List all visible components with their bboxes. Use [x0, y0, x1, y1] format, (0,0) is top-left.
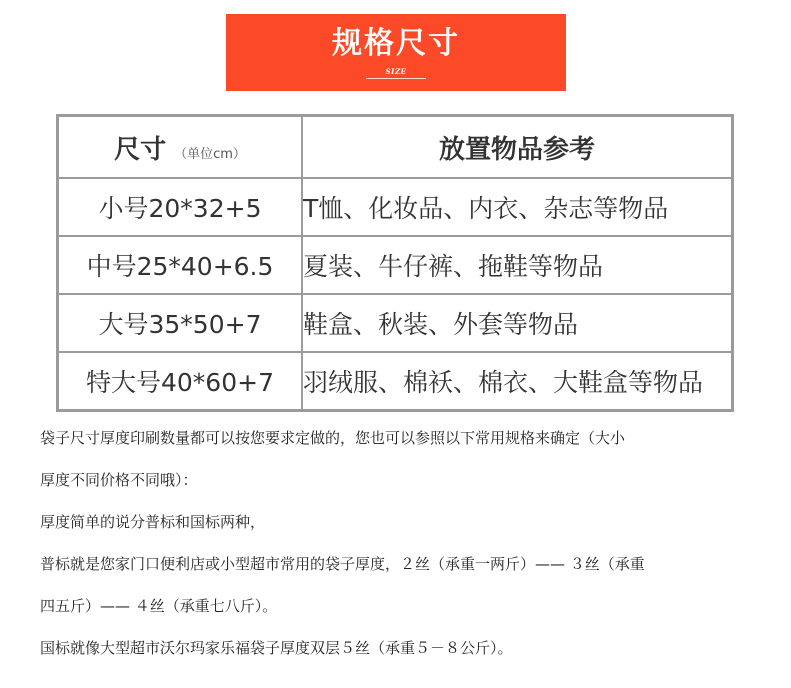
note-line-1: 袋子尺寸厚度印刷数量都可以按您要求定做的，您也可以参照以下常用规格来确定（大小 [40, 429, 626, 447]
note-line-3: 厚度简单的说分普标和国标两种， [40, 513, 266, 531]
header-size-unit-note: （单位cm） [174, 146, 246, 162]
table-row [58, 294, 733, 352]
header-size-cell [58, 116, 303, 179]
row-items-small: T恤、化妆品、内衣、杂志等物品 [302, 178, 733, 236]
table-row [58, 352, 733, 411]
note-line-6: 国标就像大型超市沃尔玛家乐福袋子厚度双层５丝（承重５－８公斤）。 [40, 639, 513, 657]
size-spec-table [56, 114, 734, 412]
banner-title: 规格尺寸 [332, 26, 460, 61]
table-row [58, 236, 733, 294]
header-size-label: 尺寸 [114, 134, 167, 165]
note-line-4: 普标就是您家门口便利店或小型超市常用的袋子厚度，２丝（承重一两斤）—— ３丝（承重 [40, 555, 645, 573]
size-banner [226, 14, 566, 91]
banner-subtitle: SIZE [385, 67, 407, 76]
table-row [58, 178, 733, 236]
header-items-label: 放置物品参考 [438, 134, 595, 165]
row-items-medium: 夏装、牛仔裤、拖鞋等物品 [302, 236, 733, 294]
note-line-5: 四五斤）—— ４丝（承重七八斤）。 [40, 597, 278, 615]
row-items-large: 鞋盒、秋装、外套等物品 [302, 294, 733, 352]
row-items-xlarge: 羽绒服、棉袄、棉衣、大鞋盒等物品 [302, 352, 733, 411]
row-size-medium: 中号25*40+6.5 [58, 236, 303, 294]
row-size-xlarge: 特大号40*60+7 [58, 352, 303, 411]
note-line-2: 厚度不同价格不同哦）： [40, 471, 198, 489]
row-size-large: 大号35*50+7 [58, 294, 303, 352]
row-size-small: 小号20*32+5 [58, 178, 303, 236]
header-items-cell [302, 116, 733, 179]
banner-underline [366, 78, 426, 79]
table-header-row [58, 116, 733, 179]
